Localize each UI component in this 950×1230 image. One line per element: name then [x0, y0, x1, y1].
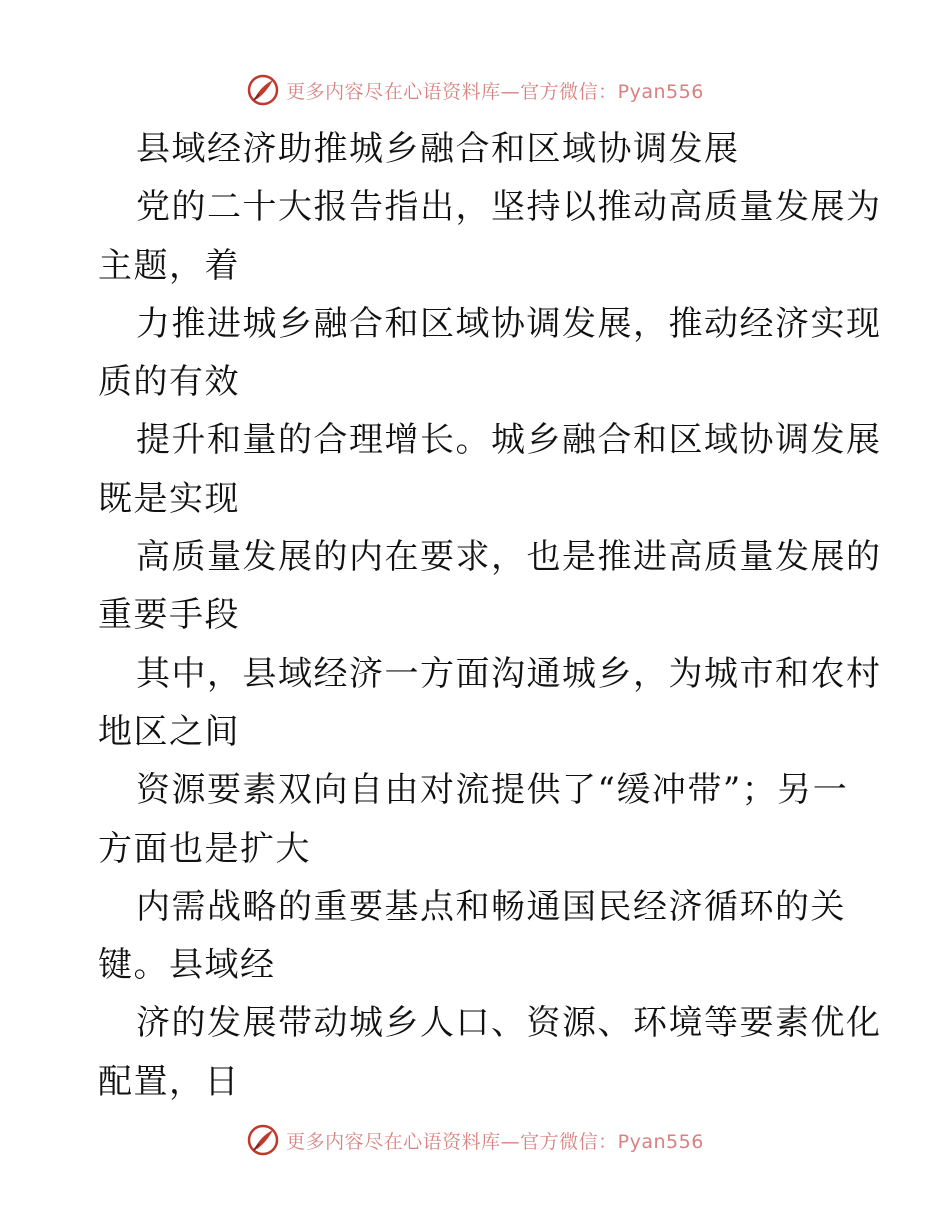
text-line: 方面也是扩大 — [98, 828, 311, 869]
text-line: 地区之间 — [98, 711, 240, 752]
text-line: 县域经济助推城乡融合和区域协调发展 — [136, 129, 740, 169]
text-line: 主题，着 — [98, 245, 240, 286]
text-line: 键。县域经 — [98, 945, 276, 986]
text-line: 济的发展带动城乡人口、资源、环境等要素优化 — [136, 1003, 882, 1044]
footer-watermark — [0, 1120, 950, 1160]
text-line: 党的二十大报告指出，坚持以推动高质量发展为 — [136, 187, 882, 228]
quill-logo-icon — [246, 73, 280, 107]
text-line: 提升和量的合理增长。城乡融合和区域协调发展 — [136, 420, 882, 461]
text-line: 资源要素双向自由对流提供了“缓冲带”；另一 — [136, 770, 849, 811]
text-line: 高质量发展的内在要求，也是推进高质量发展的 — [136, 537, 882, 578]
quill-logo-icon — [246, 1123, 280, 1157]
watermark-group — [246, 1123, 704, 1157]
text-line: 重要手段 — [98, 595, 240, 636]
text-line: 既是实现 — [98, 478, 240, 519]
text-line: 其中，县域经济一方面沟通城乡，为城市和农村 — [136, 653, 882, 694]
watermark-text: 更多内容尽在心语资料库—官方微信：Pyan556 — [286, 80, 704, 103]
text-line: 力推进城乡融合和区域协调发展，推动经济实现 — [136, 303, 882, 344]
text-line: 质的有效 — [98, 362, 240, 403]
document-body — [98, 120, 882, 1111]
watermark-text: 更多内容尽在心语资料库—官方微信：Pyan556 — [286, 1130, 704, 1153]
header-watermark — [0, 70, 950, 110]
watermark-group — [246, 73, 704, 107]
text-line: 内需战略的重要基点和畅通国民经济循环的关 — [136, 886, 846, 927]
text-line: 配置，日 — [98, 1061, 240, 1102]
